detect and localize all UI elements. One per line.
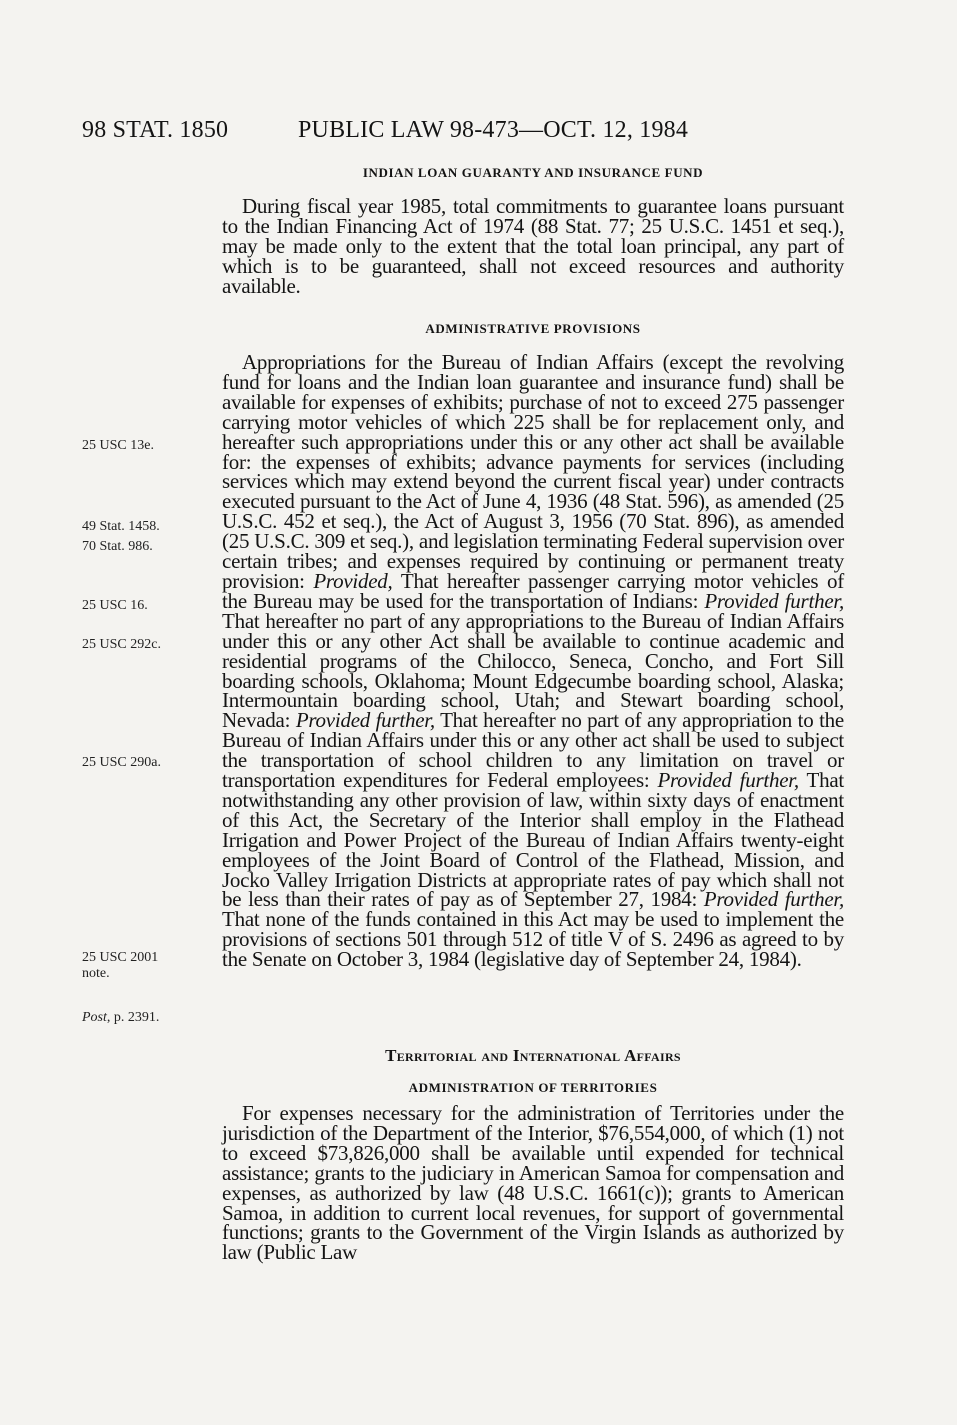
admin-text-3: That hereafter no part of any appropriations to the Bureau of Indian Affairs under this or any other Act shall be available to continue academic and residential programs of the Chilocco, Seneca, Concho, and Fort Sill boarding schools, Oklahoma; Mount Edgecumbe boarding school, Alaska; Intermountain boarding school, Utah; and Stewart boarding school, Nevada: xyxy=(222,608,844,733)
stat-page-reference: 98 STAT. 1850 xyxy=(82,117,229,143)
margin-note-25usc13e: 25 USC 13e. xyxy=(82,438,154,453)
territories-paragraph xyxy=(222,1101,844,1265)
proviso-3: Provided further, xyxy=(295,708,435,733)
admin-text-6: That none of the funds contained in this Act may be used to implement the provisions of sections 501 through 512 of title V of S. 2496 as agreed to by the Senate on October 3, 1984 (legislative day of September 24, 1984). xyxy=(222,907,844,972)
territories-heading: ADMINISTRATION OF TERRITORIES xyxy=(408,1080,658,1095)
margin-note-70stat986: 70 Stat. 986. xyxy=(82,539,153,554)
admin-heading: ADMINISTRATIVE PROVISIONS xyxy=(425,321,641,336)
admin-text-1: Appropriations for the Bureau of Indian Affairs (except the revolving fund for loans and the Indian loan guarantee and insurance fund) shall be available for expenses of exhibits; purchase of not to exceed 275 passenger carrying motor vehicles of which 225 shall be for replacement only, and hereafter such appropriations under this or any other act shall be available for: the expenses of exhibits; advance payments for services (including services which may extend beyond the current fiscal year) under contracts executed pursuant to the Act of June 4, 1936 (48 Stat. 596), as amended (25 U.S.C. 452 et seq.), the Act of August 3, 1956 (70 Stat. 896), as amended (25 U.S.C. 309 et seq.), and legislation terminating Federal supervision over certain tribes; and expenses required by continuing or permanent treaty provision: xyxy=(222,350,844,593)
margin-note-post: Post xyxy=(82,1010,107,1025)
margin-note-25usc292c: 25 USC 292c. xyxy=(82,637,161,652)
margin-note-25usc2001 xyxy=(82,950,158,982)
territorial-heading: Territorial and International Affairs xyxy=(385,1046,681,1065)
admin-text-4: That hereafter no part of any appropriation to the Bureau of Indian Affairs under this or any other act shall be used to subject the transportation of school children to any limitation on travel or transportation expenditures for Federal employees: xyxy=(222,708,844,793)
margin-note-25usc2001-line2: note. xyxy=(82,966,110,981)
margin-note-page: , p. 2391. xyxy=(106,1010,160,1025)
proviso-5: Provided further, xyxy=(703,887,844,912)
law-title: PUBLIC LAW 98-473—OCT. 12, 1984 xyxy=(298,117,689,143)
admin-paragraph xyxy=(222,350,844,972)
proviso-4: Provided further, xyxy=(657,768,799,793)
fund-heading: INDIAN LOAN GUARANTY AND INSURANCE FUND xyxy=(362,165,704,180)
margin-note-25usc16: 25 USC 16. xyxy=(82,598,148,613)
margin-note-post-p2391 xyxy=(82,1010,159,1026)
fund-paragraph xyxy=(222,194,844,298)
margin-note-25usc2001-line1: 25 USC 2001 xyxy=(82,950,159,965)
margin-note-25usc290a: 25 USC 290a. xyxy=(82,755,161,770)
territories-text: For expenses necessary for the administration of Territories under the jurisdiction of the Department of the Interior, $76,554,000, of which (1) not to exceed $73,826,000 shall be available until expended for technical assistance; grants to the judiciary in American Samoa for compensation and expenses, as authorized by law (48 U.S.C. 1661(c)); grants to American Samoa, in addition to current local revenues, for support of governmental functions; grants to the Government of the Virgin Islands as authorized by law (Public Law xyxy=(222,1101,844,1265)
proviso-1: Provided, xyxy=(313,568,393,593)
margin-note-49stat1458: 49 Stat. 1458. xyxy=(82,519,160,534)
admin-text-2: That hereafter passenger carrying motor vehicles of the Bureau may be used for the transportation of Indians: xyxy=(222,568,844,613)
proviso-2: Provided further, xyxy=(704,588,844,613)
fund-text: During fiscal year 1985, total commitments to guarantee loans pursuant to the Indian Financing Act of 1974 (88 Stat. 77; 25 U.S.C. 1451 et seq.), may be made only to the extent that the total loan principal, any part of which is to be guaranteed, shall not exceed resources and authority available. xyxy=(222,194,844,298)
admin-text-5: That notwithstanding any other provision of law, within sixty days of enactment of this Act, the Secretary of the Interior shall employ in the Flathead Irrigation and Power Project of the Bureau of Indian Affairs twenty-eight employees of the Joint Board of Control of the Flathead, Mission, and Jocko Valley Irrigation Districts at appropriate rates of pay which shall not be less than their rates of pay as of September 27, 1984: xyxy=(222,768,844,912)
